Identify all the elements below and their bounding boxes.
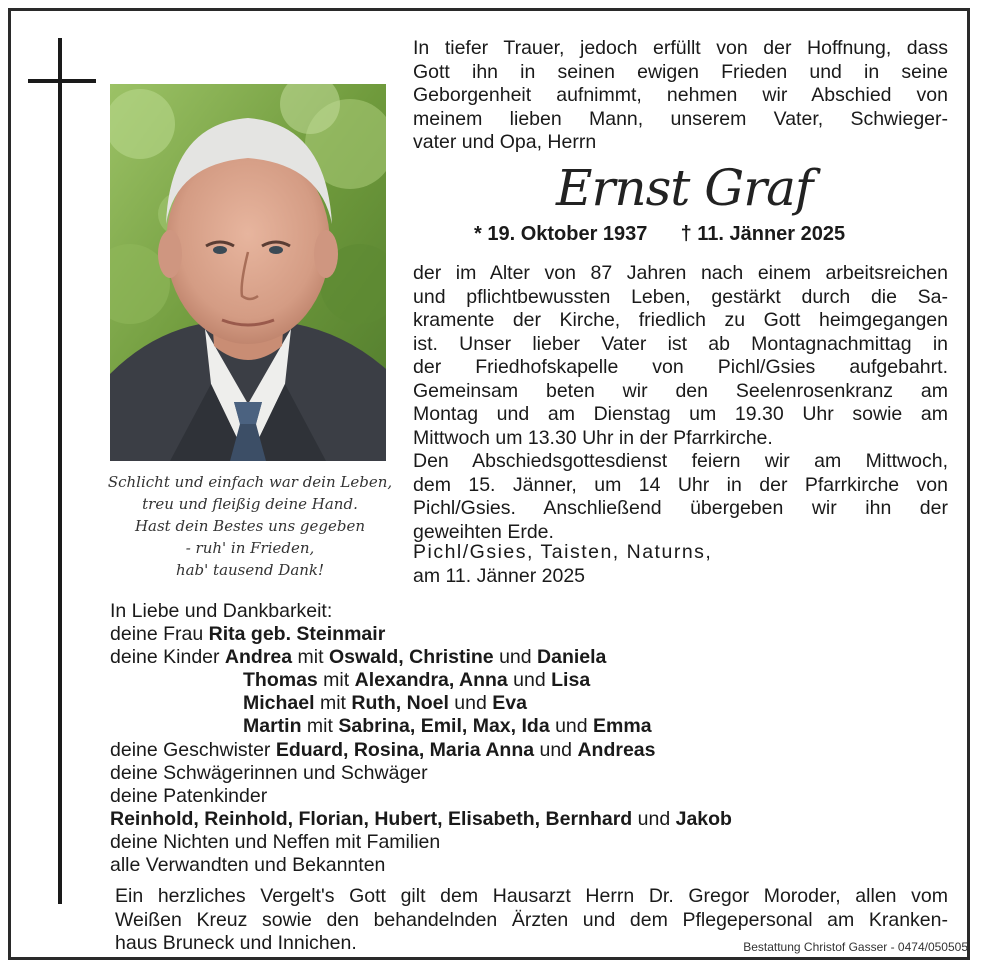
intro-text bbox=[413, 37, 948, 155]
birth-date: * 19. Oktober 1937 bbox=[474, 223, 648, 245]
family-siblings: deine Geschwister Eduard, Rosina, Maria Anna und Andreas bbox=[110, 738, 656, 761]
portrait-photo bbox=[110, 84, 386, 461]
family-godchildren-label: deine Patenkinder bbox=[110, 784, 268, 807]
verse-line: - ruh' in Frieden, bbox=[185, 539, 315, 557]
family-relatives: alle Verwandten und Bekannten bbox=[110, 854, 386, 877]
body-line: geweihten Erde. bbox=[413, 520, 554, 543]
family-godchildren: Reinhold, Reinhold, Florian, Hubert, Elisabeth, Bernhard und Jakob bbox=[110, 807, 732, 830]
notice-date: am 11. Jänner 2025 bbox=[413, 565, 586, 587]
intro-line: meinem lieben Mann, unserem Vater, Schwieger- bbox=[413, 107, 948, 130]
verse-line: treu und fleißig deine Hand. bbox=[142, 495, 358, 513]
thanks-line: haus Bruneck und Innichen. bbox=[115, 932, 357, 954]
intro-line: In tiefer Trauer, jedoch erfüllt von der Hoffnung, dass bbox=[413, 37, 948, 59]
body-line: Montag und am Dienstag um 19.30 Uhr sowie am bbox=[413, 403, 948, 425]
body-line: der Friedhofskapelle von Pichl/Gsies aufgebahrt. bbox=[413, 356, 948, 378]
family-nieces: deine Nichten und Neffen mit Familien bbox=[110, 830, 441, 853]
body-line: Gemeinsam beten wir den Seelenrosenkranz am bbox=[413, 379, 948, 402]
intro-line: vater und Opa, Herrn bbox=[413, 131, 597, 153]
life-dates bbox=[474, 223, 845, 246]
body-line: und pflichtbewussten Leben, gestärkt durch die Sa- bbox=[413, 285, 948, 308]
body-line: dem 15. Jänner, um 14 Uhr in der Pfarrkirche von bbox=[413, 473, 948, 496]
cross-icon-bar bbox=[28, 79, 96, 83]
family-child-row: Martin mit Sabrina, Emil, Max, Ida und Emma bbox=[243, 715, 652, 738]
family-inlaws: deine Schwägerinnen und Schwäger bbox=[110, 761, 428, 784]
intro-line: Gott ihn in seinen ewigen Frieden und in seine bbox=[413, 60, 948, 83]
body-line: Den Abschiedsgottesdienst feiern wir am Mittwoch, bbox=[413, 450, 948, 472]
family-wife: deine Frau Rita geb. Steinmair bbox=[110, 623, 386, 646]
place-names: Pichl/Gsies, Taisten, Naturns, bbox=[413, 541, 713, 563]
funeral-home-credit: Bestattung Christof Gasser - 0474/050505 bbox=[743, 940, 968, 954]
thanks-line: Ein herzliches Vergelt's Gott gilt dem Hausarzt Herrn Dr. Gregor Moroder, allen vom bbox=[115, 885, 948, 907]
body-line: kramente der Kirche, friedlich zu Gott heimgegangen bbox=[413, 309, 948, 331]
body-line: Pichl/Gsies. Anschließend übergeben wir ihn der bbox=[413, 497, 948, 519]
verse-line: hab' tausend Dank! bbox=[175, 561, 325, 579]
body-text bbox=[413, 262, 948, 544]
family-list bbox=[110, 600, 732, 877]
body-line: Mittwoch um 13.30 Uhr in der Pfarrkirche. bbox=[413, 426, 773, 449]
memorial-verse bbox=[100, 471, 400, 581]
cross-icon bbox=[58, 38, 62, 904]
verse-line: Schlicht und einfach war dein Leben, bbox=[107, 473, 393, 491]
family-child-row: Michael mit Ruth, Noel und Eva bbox=[243, 692, 527, 715]
family-heading: In Liebe und Dankbarkeit: bbox=[110, 600, 333, 622]
intro-line: Geborgenheit aufnimmt, nehmen wir Abschied von bbox=[413, 84, 948, 106]
family-children: deine Kinder Andrea mit Oswald, Christine und Daniela bbox=[110, 646, 607, 669]
family-child-row: Thomas mit Alexandra, Anna und Lisa bbox=[243, 669, 591, 692]
verse-line: Hast dein Bestes uns gegeben bbox=[134, 517, 366, 535]
thanks-line: Weißen Kreuz sowie den behandelnden Ärzten und dem Pflegepersonal am Kranken- bbox=[115, 908, 948, 931]
deceased-name: Ernst Graf bbox=[556, 159, 813, 217]
body-line: ist. Unser lieber Vater ist ab Montagnachmittag in bbox=[413, 332, 948, 355]
body-line: der im Alter von 87 Jahren nach einem arbeitsreichen bbox=[413, 262, 948, 284]
place-date bbox=[413, 540, 712, 588]
death-date: † 11. Jänner 2025 bbox=[680, 223, 846, 245]
